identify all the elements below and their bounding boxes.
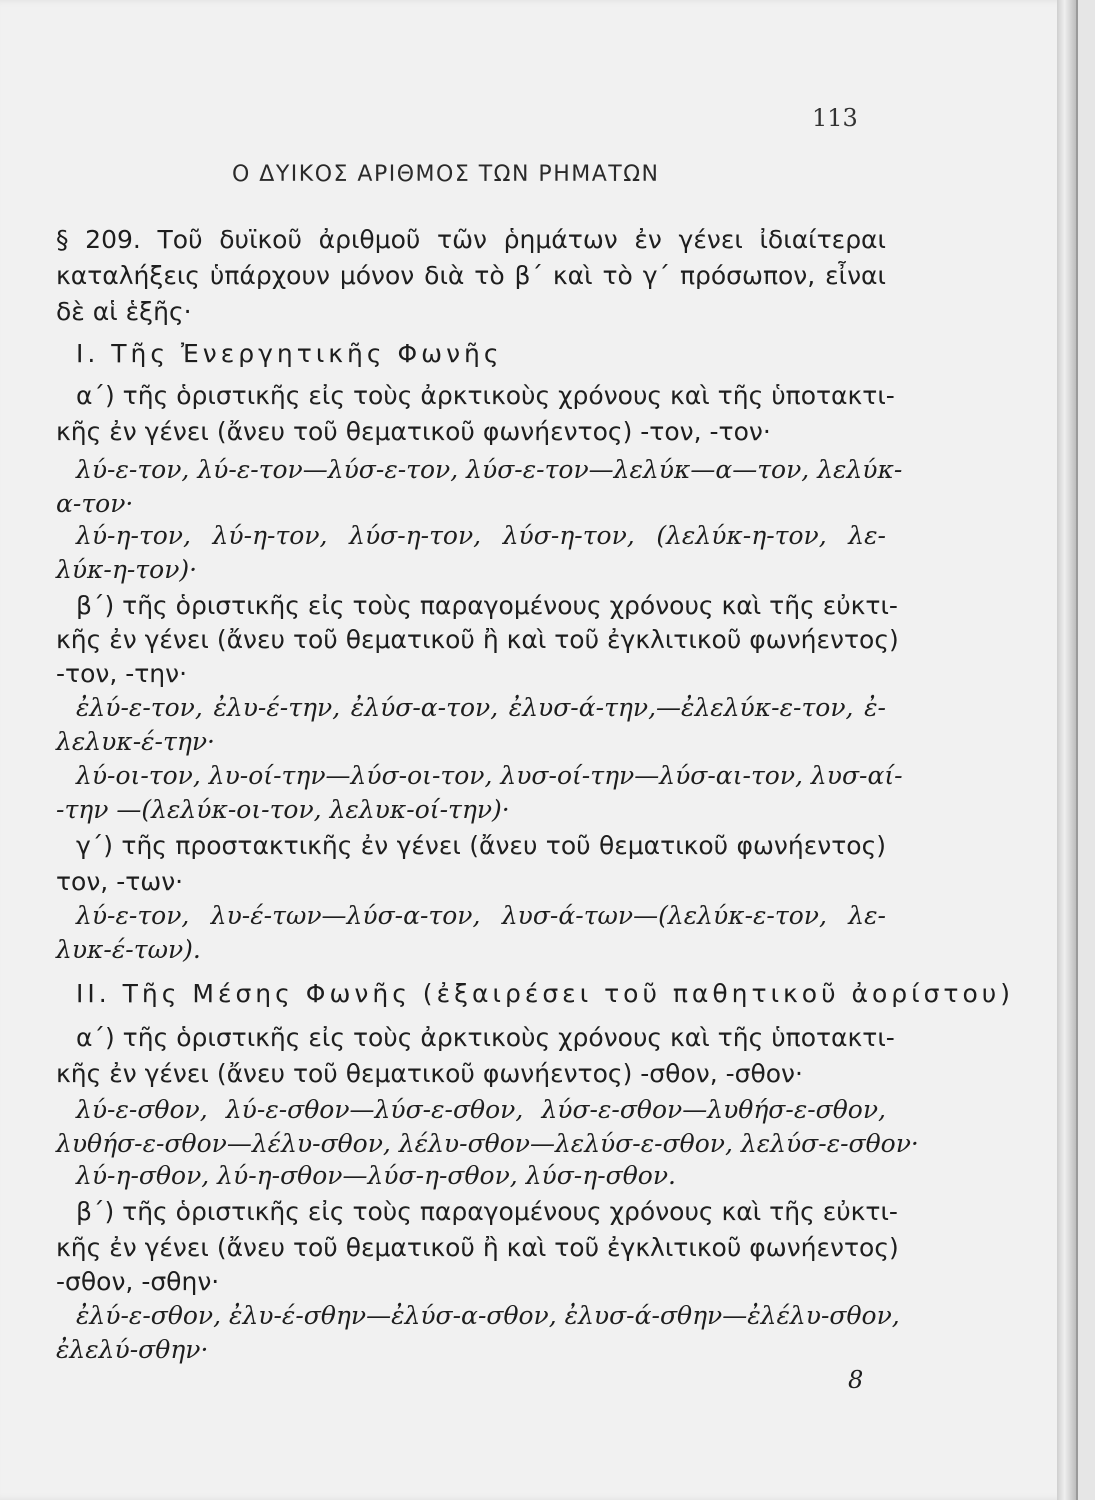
example-line: λύ-ε-τον, λύ-ε-τον—λύσ-ε-τον, λύσ-ε-τον—λελύκ—α—τον, λελύκ- [76,455,903,484]
text-line: α΄) τῆς ὁριστικῆς εἰς τοὺς ἀρκτικοὺς χρόνους καὶ τῆς ὑποτακτι- [76,381,895,410]
example-line: λυκ-έ-των). [56,935,201,964]
text-line: κῆς ἐν γένει (ἄνευ τοῦ θεματικοῦ ἢ καὶ τοῦ ἐγκλιτικοῦ φωνήεντος) [56,1233,899,1262]
page-number: 113 [812,104,858,132]
example-line: ἐλύ-ε-τον, ἐλυ-έ-την, ἐλύσ-α-τον, ἐλυσ-ά-την,—ἐλελύκ-ε-τον, ἐ- [76,693,886,722]
text-line: κῆς ἐν γένει (ἄνευ τοῦ θεματικοῦ φωνήεντος) -τον, -τον· [56,417,771,446]
text-line: β΄) τῆς ὁριστικῆς εἰς τοὺς παραγομένους χρόνους καὶ τῆς εὐκτι- [76,1197,898,1226]
section-heading: Ι. Τῆς Ἐνεργητικῆς Φωνῆς [76,339,503,368]
example-line: λύκ-η-τον)· [56,555,198,584]
running-head: Ο ΔΥΙΚΟΣ ΑΡΙΘΜΟΣ ΤΩΝ ΡΗΜΑΤΩΝ [232,162,660,187]
text-line: κῆς ἐν γένει (ἄνευ τοῦ θεματικοῦ ἢ καὶ τοῦ ἐγκλιτικοῦ φωνήεντος) [56,625,899,654]
signature-mark: 8 [848,1366,864,1394]
text-line: καταλήξεις ὑπάρχουν μόνον διὰ τὸ β΄ καὶ τὸ γ΄ πρόσωπον, εἶναι [56,261,886,290]
example-line: λελυκ-έ-την· [56,727,215,756]
example-line: λυθήσ-ε-σθον—λέλυ-σθον, λέλυ-σθον—λελύσ-ε-σθον, λελύσ-ε-σθον· [56,1129,919,1158]
text-line: κῆς ἐν γένει (ἄνευ τοῦ θεματικοῦ φωνήεντος) -σθον, -σθον· [56,1059,803,1088]
example-line: λύ-η-τον, λύ-η-τον, λύσ-η-τον, λύσ-η-τον, (λελύκ-η-τον, λε- [76,521,886,550]
text-line: β΄) τῆς ὁριστικῆς εἰς τοὺς παραγομένους χρόνους καὶ τῆς εὐκτι- [76,591,898,620]
text-line: -σθον, -σθην· [56,1267,220,1296]
example-line: λύ-ε-σθον, λύ-ε-σθον—λύσ-ε-σθον, λύσ-ε-σθον—λυθήσ-ε-σθον, [76,1095,886,1124]
text-line: δὲ αἱ ἑξῆς· [56,297,192,326]
text-line: § 209. Τοῦ δυϊκοῦ ἀριθμοῦ τῶν ῥημάτων ἐν γένει ἰδιαίτεραι [56,225,886,254]
example-line: λύ-ε-τον, λυ-έ-των—λύσ-α-τον, λυσ-ά-των—(λελύκ-ε-τον, λε- [76,901,886,930]
text-line: α΄) τῆς ὁριστικῆς εἰς τοὺς ἀρκτικοὺς χρόνους καὶ τῆς ὑποτακτι- [76,1023,895,1052]
example-line: λύ-οι-τον, λυ-οί-την—λύσ-οι-τον, λυσ-οί-την—λύσ-αι-τον, λυσ-αί- [76,761,903,790]
page-edge [1057,0,1076,1500]
example-line: ἐλελύ-σθην· [56,1335,209,1364]
text-line: γ΄) τῆς προστακτικῆς ἐν γένει (ἄνευ τοῦ θεματικοῦ φωνήεντος) [76,831,886,860]
section-heading: ΙΙ. Τῆς Μέσης Φωνῆς (ἐξαιρέσει τοῦ παθητικοῦ ἀορίστου) [76,979,1014,1008]
example-line: λύ-η-σθον, λύ-η-σθον—λύσ-η-σθον, λύσ-η-σθον. [76,1161,676,1190]
example-line: -την —(λελύκ-οι-τον, λελυκ-οί-την)· [56,795,510,824]
text-line: τον, -των· [56,867,184,896]
example-line: ἐλύ-ε-σθον, ἐλυ-έ-σθην—ἐλύσ-α-σθον, ἐλυσ-ά-σθην—ἐλέλυ-σθον, [76,1301,900,1330]
example-line: α-τον· [56,489,134,518]
text-line: -τον, -την· [56,659,188,688]
